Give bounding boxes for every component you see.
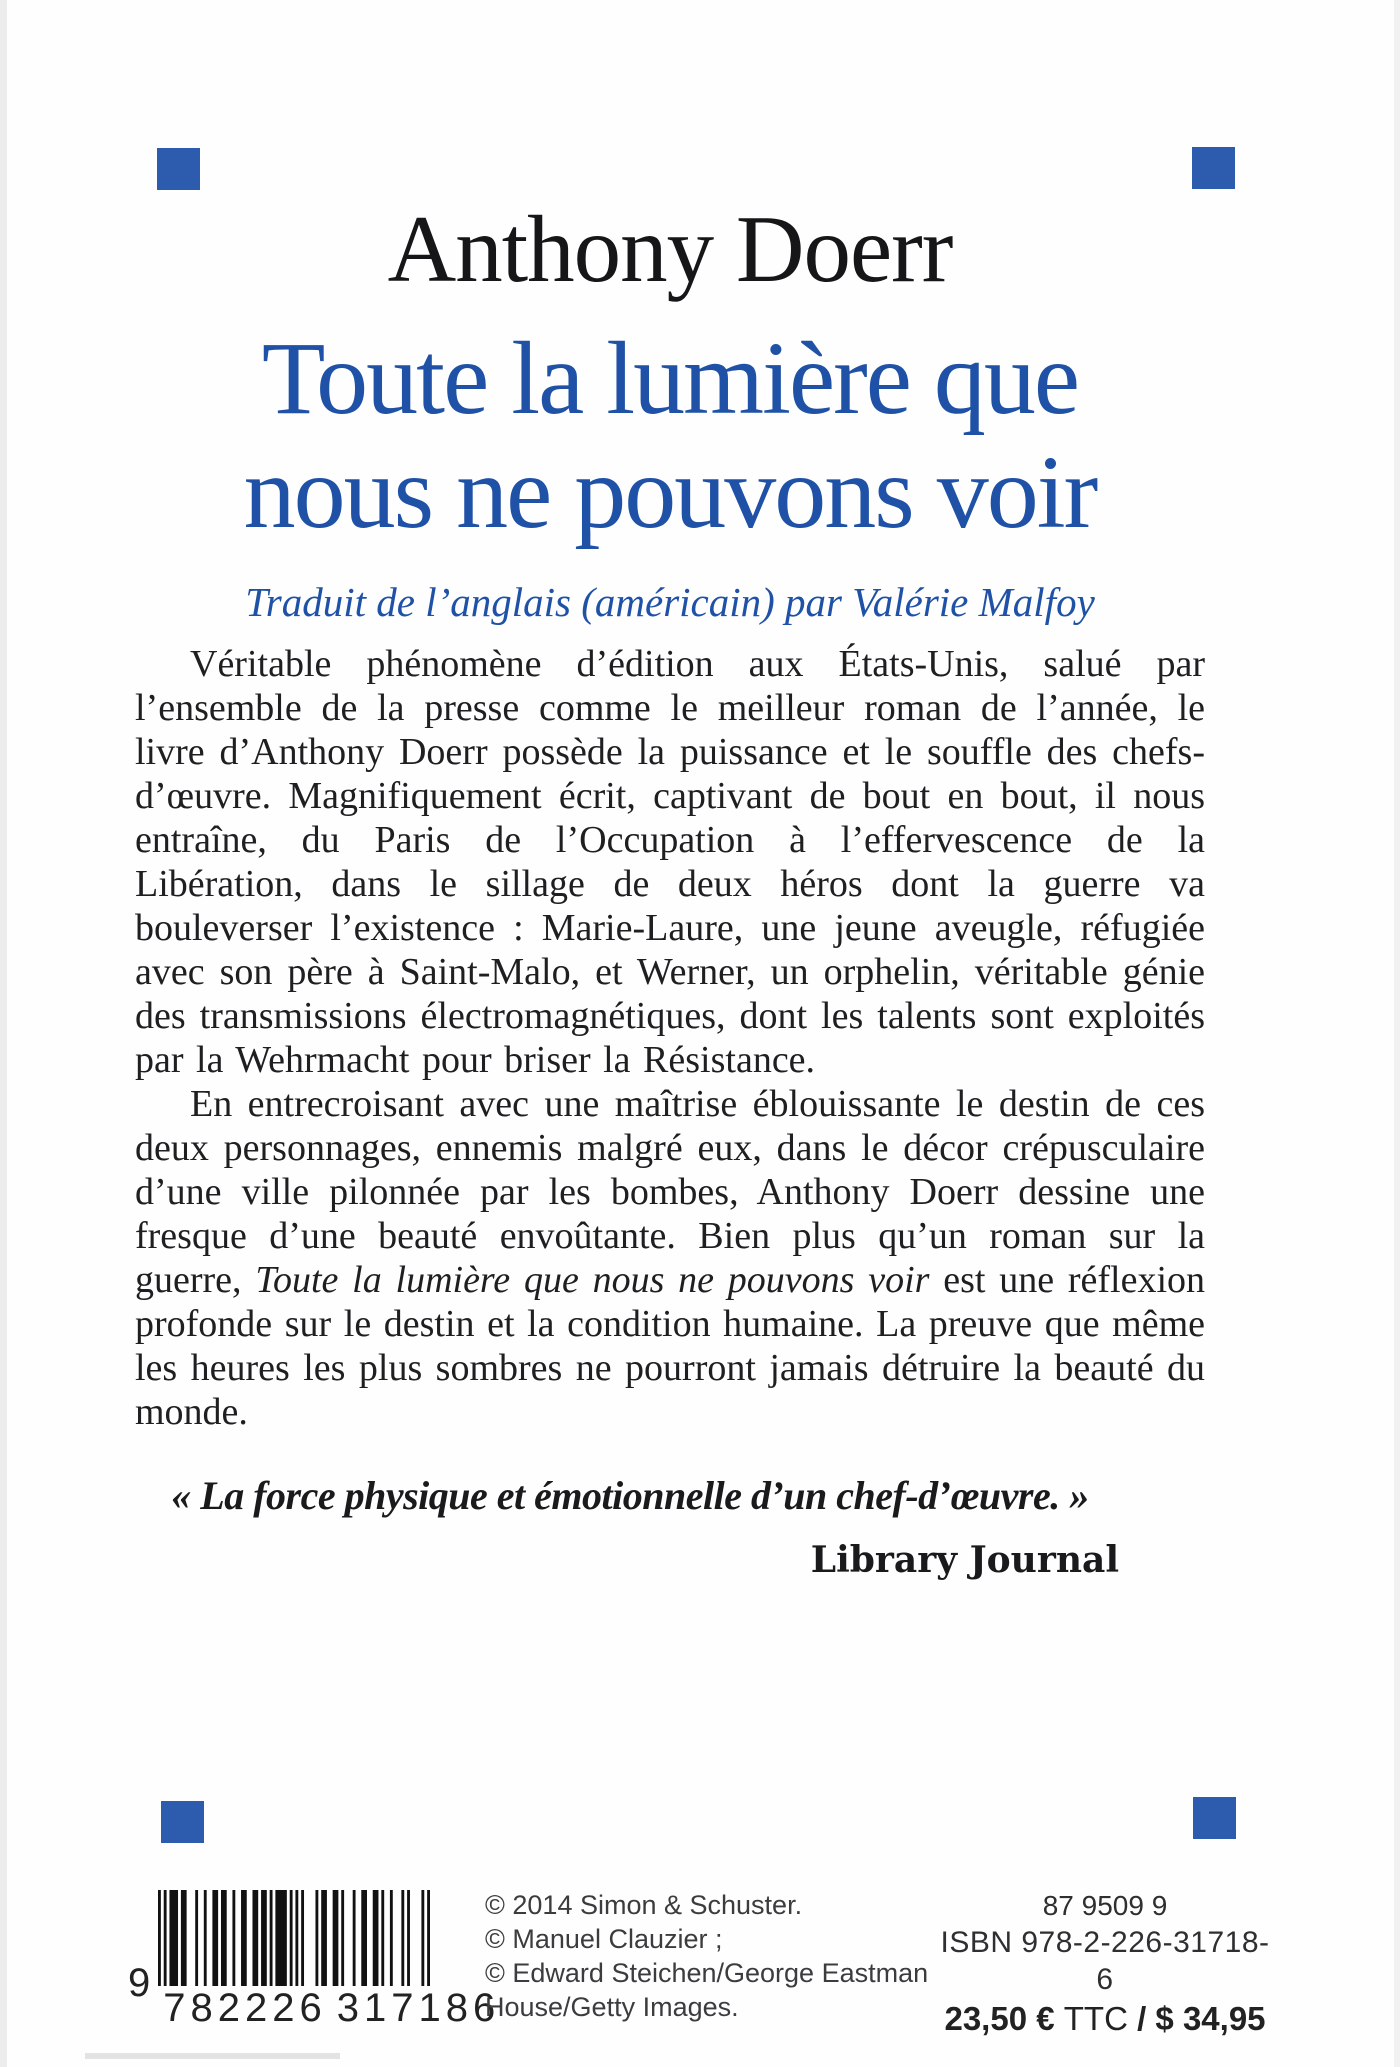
author-name: Anthony Doerr xyxy=(387,196,953,302)
book-title-line1: Toute la lumière que xyxy=(261,321,1079,436)
review-source: Library Journal xyxy=(810,1539,1119,1581)
synopsis-paragraph-2-end: est une réflexion profonde sur le destin et la condition humaine. La preuve que même les heures les plus sombres ne pourront jamais détruire la beauté du monde. xyxy=(135,1259,1206,1433)
barcode-bars xyxy=(158,1890,501,2030)
barcode-digit-group-2: 317186 xyxy=(332,1986,505,2030)
price-tax-label: TTC xyxy=(1063,2000,1128,2037)
barcode-lead-digit: 9 xyxy=(128,1961,151,2005)
synopsis xyxy=(135,642,1205,1434)
synopsis-paragraph-1: Véritable phénomène d’édition aux États-Unis, salué par l’ensemble de la presse comme le meilleur roman de l’année, le livre d’Anthony Doerr possède la puissance et le souffle des chefs-d’œuvre. Magnifiquement écrit, captivant de bout en bout, il nous entraîne, du Paris de l’Occupation à l’effervescence de la Libération, dans le sillage de deux héros dont la guerre va bouleverser l’existence : Marie-Laure, une jeune aveugle, réfugiée avec son père à Saint-Malo, et Werner, un orphelin, véritable génie des transmissions électromagnétiques, dont les talents sont exploités par la Wehrmacht pour briser la Résistance. xyxy=(135,643,1205,1081)
synopsis-paragraph-2-start: En entrecroisant avec une maîtrise éblouissante le destin de ces deux personnages, ennemis malgré eux, dans le décor crépusculaire d’une ville pilonnée par les bombes, Anthony Doerr dessine une fresque d’une beauté envoûtante. Bien plus qu’un roman sur la guerre, xyxy=(135,1083,1205,1301)
page-edge-left xyxy=(0,0,7,2067)
corner-square-bottom-right xyxy=(1193,1797,1236,1839)
review-quote: « La force physique et émotionnelle d’un chef-d’œuvre. » xyxy=(171,1473,1089,1518)
price-separator: / xyxy=(1137,2000,1147,2037)
catalog-number: 87 9509 9 xyxy=(1042,1890,1168,1921)
footer xyxy=(0,1882,1400,2067)
credit-line-1: © 2014 Simon & Schuster. xyxy=(485,1890,803,1920)
barcode-digits xyxy=(158,1986,501,2030)
pricing-block xyxy=(940,1888,1270,2040)
price-line xyxy=(940,1998,1270,2040)
book-title xyxy=(135,322,1205,550)
isbn: ISBN 978-2-226-31718-6 xyxy=(940,1926,1270,1996)
price-eur: 23,50 € xyxy=(944,2000,1055,2037)
review-block xyxy=(135,1472,1125,1581)
barcode xyxy=(128,1890,501,2030)
corner-square-top-right xyxy=(1192,147,1235,189)
corner-square-top-left xyxy=(157,148,200,190)
book-title-line2: nous ne pouvons voir xyxy=(243,435,1097,550)
corner-square-bottom-left xyxy=(161,1801,204,1843)
page-edge-right xyxy=(1394,0,1400,2067)
barcode-digit-group-1: 782226 xyxy=(158,1986,331,2030)
credit-line-4: House/Getty Images. xyxy=(485,1992,739,2022)
translation-credit: Traduit de l’anglais (américain) par Valérie Malfoy xyxy=(245,579,1095,625)
synopsis-paragraph-2 xyxy=(135,1082,1205,1434)
credit-line-3: © Edward Steichen/George Eastman xyxy=(485,1958,929,1988)
credit-line-2: © Manuel Clauzier ; xyxy=(485,1924,723,1954)
price-usd: $ 34,95 xyxy=(1155,2000,1266,2037)
inline-book-title: Toute la lumière que nous ne pouvons voir xyxy=(255,1259,930,1301)
photo-credits xyxy=(485,1888,928,2024)
